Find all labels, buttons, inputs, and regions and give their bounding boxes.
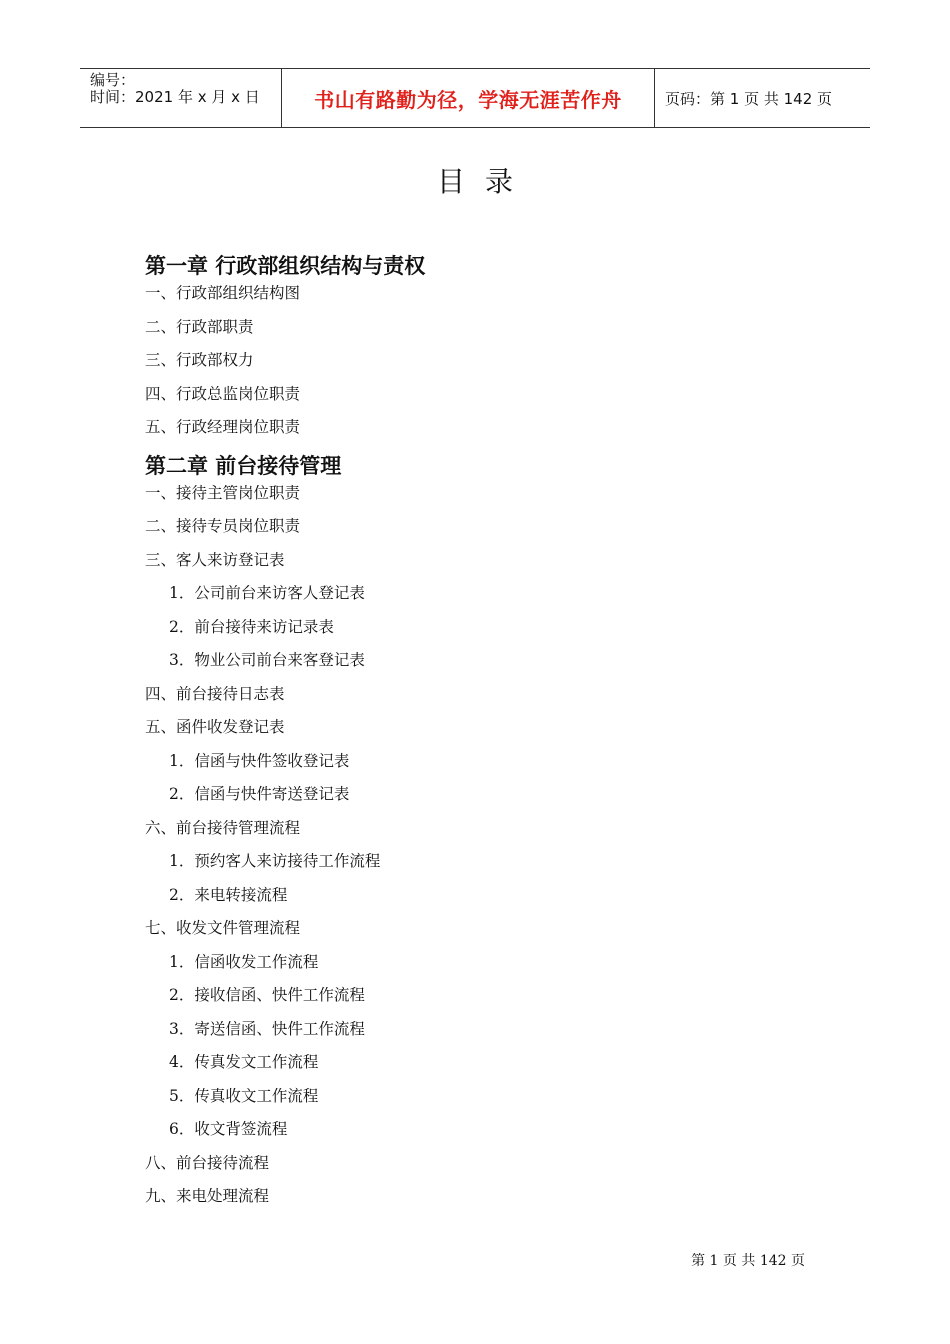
- toc-item[interactable]: 八、前台接待流程: [145, 1153, 270, 1172]
- toc-subitem[interactable]: 5．传真收文工作流程: [169, 1086, 319, 1105]
- page-title: 目录: [436, 165, 533, 198]
- toc-item[interactable]: 二、接待专员岗位职责: [145, 517, 301, 535]
- toc-subitem[interactable]: 2．前台接待来访记录表: [169, 617, 334, 636]
- toc-item[interactable]: 七、收发文件管理流程: [145, 919, 301, 937]
- document-number: 编号：: [90, 71, 136, 89]
- toc-subitem[interactable]: 1．信函收发工作流程: [169, 952, 319, 971]
- toc-item[interactable]: 五、函件收发登记表: [145, 718, 285, 736]
- toc-subitem[interactable]: 2．信函与快件寄送登记表: [169, 785, 350, 803]
- toc-chapter[interactable]: 第一章 行政部组织结构与责权: [145, 254, 426, 278]
- page-header: [80, 68, 870, 128]
- page-footer: 第 1 页 共 142 页: [691, 1253, 805, 1269]
- toc-chapter[interactable]: 第二章 前台接待管理: [145, 453, 342, 478]
- table-of-contents: [145, 250, 795, 1219]
- toc-item[interactable]: 三、行政部权力: [145, 351, 254, 369]
- toc-item[interactable]: 六、前台接待管理流程: [145, 818, 301, 837]
- toc-subitem[interactable]: 2．来电转接流程: [169, 885, 288, 904]
- toc-subitem[interactable]: 6．收文背签流程: [169, 1120, 288, 1138]
- toc-item[interactable]: 二、行政部职责: [145, 317, 254, 336]
- toc-item[interactable]: 五、行政经理岗位职责: [145, 418, 301, 436]
- toc-item[interactable]: 一、接待主管岗位职责: [145, 483, 301, 502]
- toc-subitem[interactable]: 1．预约客人来访接待工作流程: [169, 852, 381, 870]
- toc-subitem[interactable]: 3．寄送信函、快件工作流程: [169, 1019, 365, 1038]
- document-date: 时间：2021 年 x 月 x 日: [90, 88, 260, 106]
- toc-item[interactable]: 三、客人来访登记表: [145, 550, 285, 569]
- header-page-info: 页码：第 1 页 共 142 页: [665, 89, 833, 108]
- header-meta: [80, 69, 282, 127]
- toc-item[interactable]: 一、行政部组织结构图: [145, 284, 301, 302]
- toc-subitem[interactable]: 3．物业公司前台来客登记表: [169, 651, 365, 669]
- header-motto: 书山有路勤为径，学海无涯苦作舟: [282, 69, 655, 127]
- toc-subitem[interactable]: 1．信函与快件签收登记表: [169, 751, 350, 770]
- toc-item[interactable]: 四、前台接待日志表: [145, 684, 285, 703]
- toc-subitem[interactable]: 4．传真发文工作流程: [169, 1053, 319, 1071]
- toc-item[interactable]: 九、来电处理流程: [145, 1187, 270, 1205]
- toc-item[interactable]: 四、行政总监岗位职责: [145, 384, 301, 403]
- toc-subitem[interactable]: 1．公司前台来访客人登记表: [169, 584, 365, 602]
- toc-subitem[interactable]: 2．接收信函、快件工作流程: [169, 986, 365, 1004]
